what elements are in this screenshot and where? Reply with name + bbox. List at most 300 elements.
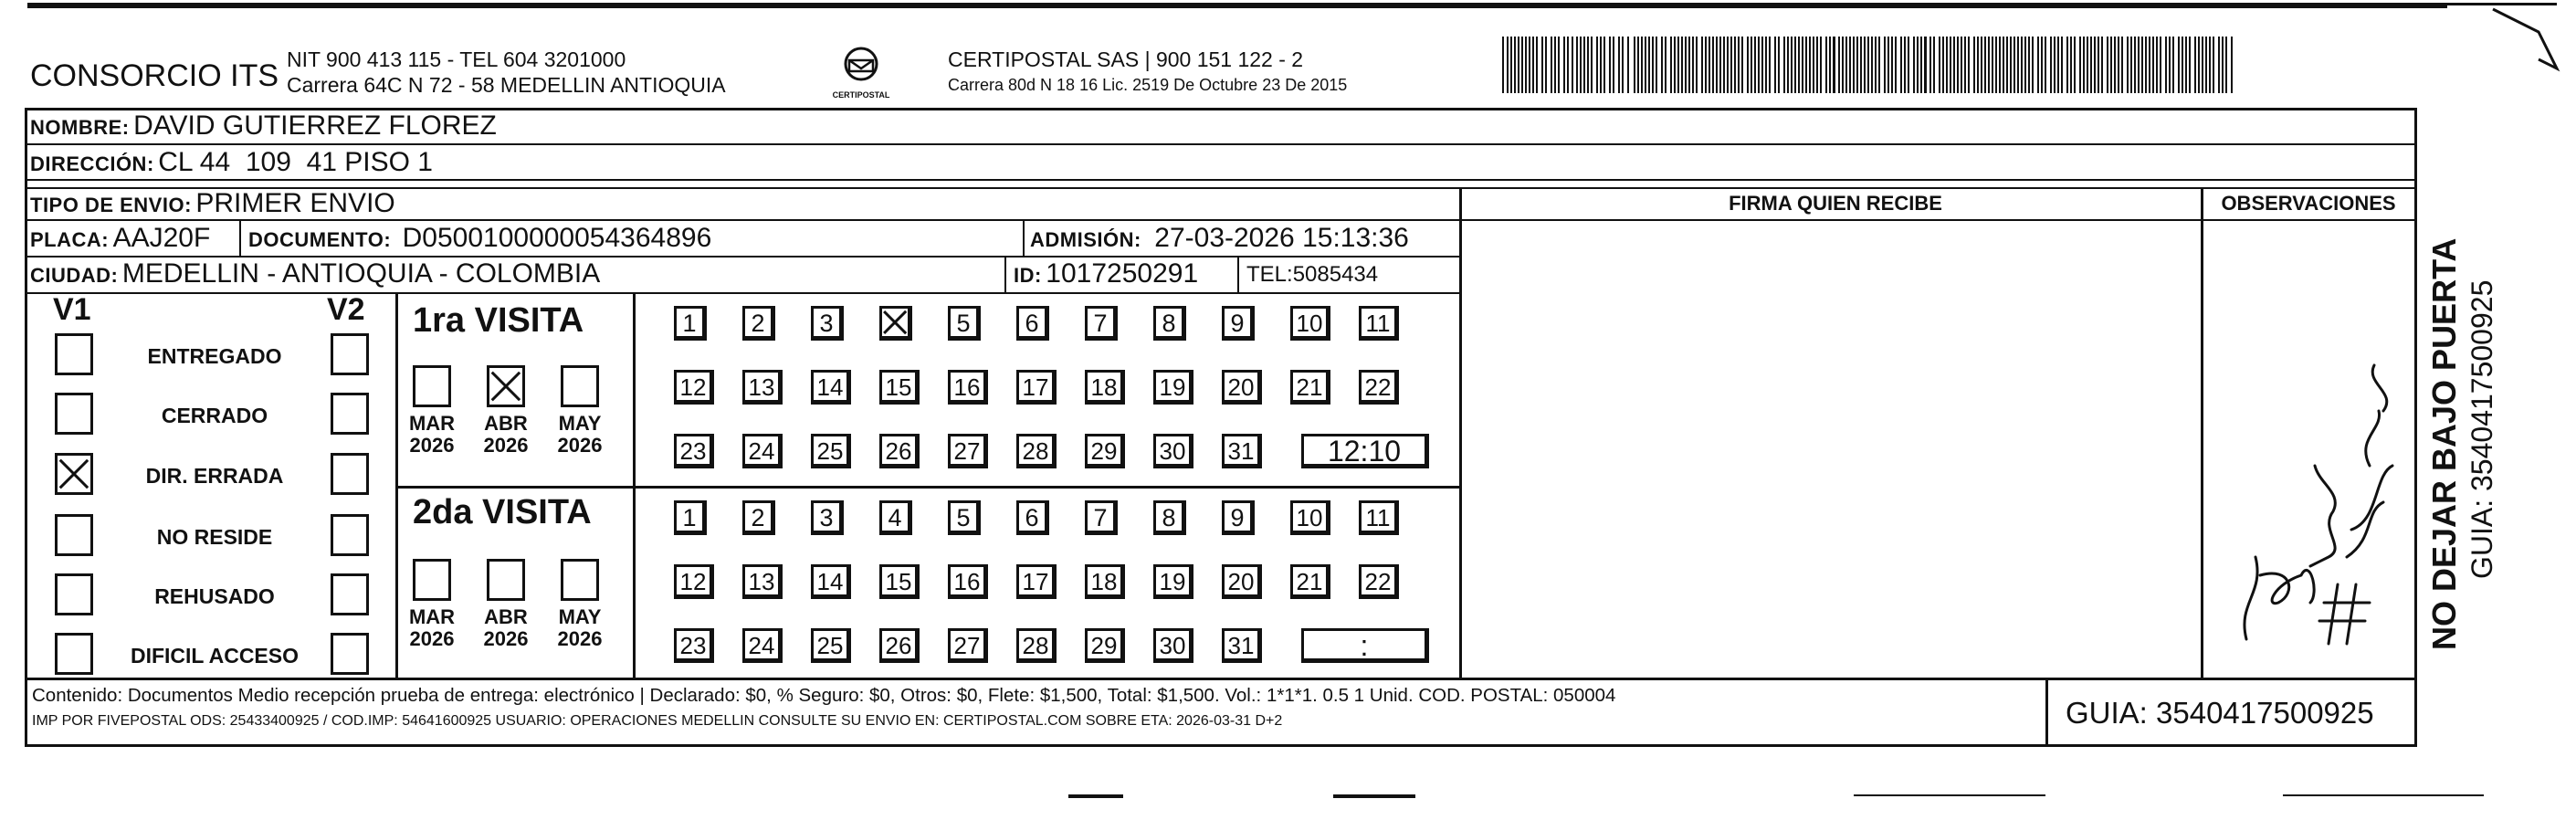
barcode-bar [2066,37,2068,93]
barcode-bar [1758,37,1760,93]
v1-header: V1 [53,292,91,327]
first-visit-day-1[interactable]: 1 [674,306,707,341]
barcode-bar [1904,37,1906,93]
first-visit-day-10[interactable]: 10 [1290,306,1330,341]
barcode-bar [1981,37,1982,93]
barcode-bar [2149,37,2150,93]
first-visit-day-31[interactable]: 31 [1222,434,1262,468]
barcode-bar [2057,37,2059,93]
barcode-bar [1849,37,1851,93]
observaciones-left-border [2201,187,2203,678]
barcode-bar [1860,37,1862,93]
bottom-mark-3 [1854,794,2045,796]
first-visit-day-27[interactable]: 27 [948,434,988,468]
barcode-bar [1853,37,1855,93]
barcode-bar [1802,37,1803,93]
corner-stroke-icon [2484,0,2566,82]
barcode-bar [1514,37,1516,93]
documento-value: D0500100000054364896 [402,223,712,253]
barcode-bar [2202,37,2203,93]
status-label: ENTREGADO [147,344,282,368]
footer-line-2: IMP POR FIVEPOSTAL ODS: 25433400925 / COD.IMP: 54641600925 USUARIO: OPERACIONES MEDELLIN CONSULTE SU ENVIO EN: CERTIPOSTAL.COM SOBRE ETA: 2026-03-31 D+2 [32,713,1283,729]
second-visit-day-25[interactable]: 25 [811,628,851,663]
v2-checkbox[interactable] [331,393,369,435]
placa-row [30,223,210,254]
second-visit-day-5[interactable]: 5 [948,500,981,535]
second-visit-day-31[interactable]: 31 [1222,628,1262,663]
barcode-bar [1583,37,1585,93]
status-label: NO RESIDE [156,525,273,549]
barcode-bar [1856,37,1858,93]
second-visit-day-22[interactable]: 22 [1359,564,1399,599]
barcode-bar [2121,37,2123,93]
first-visit-day-11[interactable]: 11 [1359,306,1399,341]
barcode-bar [2130,37,2132,93]
second-visit-day-14[interactable]: 14 [811,564,851,599]
first-visit-day-7[interactable]: 7 [1085,306,1118,341]
barcode-bar [1652,37,1654,93]
status-label: DIFICIL ACCESO [130,644,299,668]
barcode-bar [1968,37,1970,93]
first-visit-day-14[interactable]: 14 [811,370,851,405]
barcode-bar [2118,37,2119,93]
row-line-4 [25,219,2417,221]
barcode-bar [1798,37,1800,93]
barcode-bar [2006,37,2008,93]
footer-guia-separator [2045,678,2048,746]
first-visit-day-21[interactable]: 21 [1290,370,1330,405]
visit-divider [395,486,1461,489]
barcode-bar [1600,37,1602,93]
barcode-bar [1572,37,1573,93]
first-visit-day-23[interactable]: 23 [674,434,714,468]
form-bottom-border [25,744,2417,747]
first-visit-day-25[interactable]: 25 [811,434,851,468]
second-visit-day-23[interactable]: 23 [674,628,714,663]
month-name: ABR [484,605,528,628]
first-visit-title: 1ra VISITA [413,301,584,340]
barcode-bar [1529,37,1530,93]
barcode-bar [1895,37,1897,93]
barcode-bar [1908,37,1909,93]
barcode-bar [1603,37,1605,93]
documento-row [248,223,711,254]
barcode-bar [1917,37,1919,93]
barcode-bar [2209,37,2211,93]
barcode-bar [1778,37,1780,93]
barcode-bar [1525,37,1527,93]
month-checkbox[interactable] [561,365,599,407]
status-label: REHUSADO [154,584,275,608]
barcode-bar [1809,37,1811,93]
second-visit-day-16[interactable]: 16 [948,564,988,599]
placa-separator [239,219,241,256]
ciudad-label: CIUDAD: [30,264,119,287]
barcode-bar [2098,37,2099,93]
first-visit-day-16[interactable]: 16 [948,370,988,405]
month-checkbox[interactable] [561,559,599,601]
barcode-bar [1502,37,1504,93]
admision-value: 27-03-2026 15:13:36 [1154,223,1409,253]
first-visit-day-15[interactable]: 15 [879,370,920,405]
handwriting-signature-icon [2210,329,2402,667]
barcode-bar [1591,37,1593,93]
barcode-bar [1674,37,1676,93]
second-visit-day-29[interactable]: 29 [1085,628,1125,663]
first-visit-day-26[interactable]: 26 [879,434,920,468]
barcode-bar [1712,37,1714,93]
direccion-label: DIRECCIÓN: [30,152,154,175]
v1-checkbox[interactable] [55,514,93,556]
second-visit-day-19[interactable]: 19 [1153,564,1193,599]
barcode-bar [2165,37,2167,93]
barcode-bar [1580,37,1582,93]
barcode-bar [1692,37,1694,93]
top-rule [27,3,2447,8]
second-visit-time[interactable]: : [1301,628,1429,663]
first-visit-day-30[interactable]: 30 [1153,434,1193,468]
barcode-bar [1670,37,1672,93]
tel-row [1246,262,1378,288]
barcode-bar [1747,37,1749,93]
barcode-bar [1741,37,1743,93]
barcode-bar [1685,37,1687,93]
month-year: 2026 [409,434,455,457]
form-left-border [25,108,27,747]
documento-label: DOCUMENTO: [248,228,392,251]
barcode-bar [2010,37,2012,93]
barcode-bar [2054,37,2056,93]
barcode-bar [1787,37,1789,93]
barcode-bar [2061,37,2063,93]
row-line-2 [25,179,2417,181]
barcode-bar [1613,37,1614,93]
barcode-bar [1838,37,1840,93]
barcode-bar [2231,37,2233,93]
barcode-bar [2087,37,2088,93]
status-label: CERRADO [161,404,268,427]
barcode-bar [2110,37,2112,93]
v1-checkbox[interactable] [55,333,93,375]
barcode-bar [1961,37,1962,93]
barcode-bar [1723,37,1725,93]
barcode-bar [2083,37,2085,93]
month-checkbox[interactable] [487,559,525,601]
barcode-bar [1871,37,1873,93]
barcode-bar [2156,37,2158,93]
second-visit-day-28[interactable]: 28 [1016,628,1057,663]
barcode-bar [2013,37,2015,93]
firma-left-border [1459,187,1462,678]
barcode-bar [1587,37,1589,93]
direccion-value: CL 44 109 41 PISO 1 [158,147,433,177]
barcode-bar [2114,37,2116,93]
second-visit-day-7[interactable]: 7 [1085,500,1118,535]
barcode-bar [1875,37,1877,93]
barcode-bar [1820,37,1822,93]
barcode-bar [1973,37,1975,93]
barcode [1502,37,2233,93]
barcode-bar [2090,37,2092,93]
first-visit-day-5[interactable]: 5 [948,306,981,341]
tipo-row [30,188,395,219]
footer-line-1: Contenido: Documentos Medio recepción prueba de entrega: electrónico | Declarado: $0, % Seguro: $0, Otros: $0, Flete: $1,500, Total: $1,500. Vol.: 1*1*1. 0.5 1 Unid. COD. POSTAL: 050004 [32,685,1616,706]
barcode-bar [1992,37,1993,93]
month-checkbox[interactable] [413,559,451,601]
barcode-bar [2107,37,2108,93]
month-year: 2026 [409,627,455,650]
barcode-bar [1783,37,1785,93]
barcode-bar [1634,37,1635,93]
second-visit-day-24[interactable]: 24 [742,628,783,663]
first-visit-day-8[interactable]: 8 [1153,306,1186,341]
month-name: MAY [558,412,602,435]
barcode-bar [1734,37,1736,93]
ciudad-value: MEDELLIN - ANTIOQUIA - COLOMBIA [121,258,601,289]
barcode-bar [1510,37,1512,93]
id-value: 1017250291 [1046,258,1199,289]
month-year: 2026 [557,627,603,650]
barcode-bar [2169,37,2171,93]
row-line-6 [25,292,1461,294]
month-name: ABR [484,412,528,435]
month-checkbox[interactable] [413,365,451,407]
second-visit-day-30[interactable]: 30 [1153,628,1193,663]
first-visit-day-9[interactable]: 9 [1222,306,1255,341]
barcode-bar [1995,37,1997,93]
first-visit-day-12[interactable]: 12 [674,370,714,405]
month-label [400,606,464,650]
barcode-bar [2045,37,2046,93]
second-visit-day-9[interactable]: 9 [1222,500,1255,535]
barcode-bar [1761,37,1763,93]
second-visit-day-20[interactable]: 20 [1222,564,1262,599]
barcode-bar [2185,37,2187,93]
v1-checkbox[interactable] [55,393,93,435]
second-visit-day-1[interactable]: 1 [674,500,707,535]
barcode-bar [2079,37,2081,93]
ciudad-separator [1004,256,1006,292]
barcode-bar [1765,37,1767,93]
barcode-bar [1665,37,1667,93]
tipo-value: PRIMER ENVIO [195,188,395,218]
v2-checkbox[interactable] [331,514,369,556]
v1-checkbox[interactable] [55,573,93,615]
status-right-border [395,292,398,678]
second-visit-day-13[interactable]: 13 [742,564,783,599]
barcode-bar [1829,37,1831,93]
barcode-bar [1521,37,1523,93]
barcode-bar [1563,37,1565,93]
footer-guia: GUIA: 3540417500925 [2066,696,2374,730]
barcode-bar [1627,37,1629,93]
barcode-bar [1929,37,1931,93]
second-visit-day-6[interactable]: 6 [1016,500,1049,535]
documento-separator [1023,219,1025,256]
form-right-border [2414,108,2417,747]
barcode-bar [1950,37,1951,93]
barcode-bar [2050,37,2052,93]
v2-checkbox[interactable] [331,453,369,495]
barcode-bar [1964,37,1966,93]
barcode-bar [1953,37,1955,93]
barcode-bar [1946,37,1948,93]
barcode-bar [2032,37,2034,93]
barcode-bar [1681,37,1683,93]
id-separator [1237,256,1239,292]
first-visit-day-6[interactable]: 6 [1016,306,1049,341]
barcode-bar [1622,37,1624,93]
first-visit-day-18[interactable]: 18 [1085,370,1125,405]
barcode-bar [2094,37,2096,93]
second-visit-day-15[interactable]: 15 [879,564,920,599]
barcode-bar [1867,37,1869,93]
first-visit-day-2[interactable]: 2 [742,306,775,341]
corner-mark-icon [2484,0,2566,87]
barcode-bar [1507,37,1509,93]
first-visit-day-19[interactable]: 19 [1153,370,1193,405]
second-visit-day-8[interactable]: 8 [1153,500,1186,535]
v2-checkbox[interactable] [331,573,369,615]
first-visit-day-28[interactable]: 28 [1016,434,1057,468]
v2-header: V2 [327,292,365,327]
barcode-bar [1933,37,1935,93]
first-visit-time[interactable]: 12:10 [1301,434,1429,468]
barcode-bar [1596,37,1598,93]
first-visit-day-17[interactable]: 17 [1016,370,1057,405]
barcode-bar [1942,37,1944,93]
side-guia: GUIA: 3540417500925 [2466,279,2498,579]
month-name: MAR [408,605,456,628]
id-label: ID: [1014,264,1042,287]
barcode-bar [1648,37,1650,93]
second-visit-day-2[interactable]: 2 [742,500,775,535]
month-name: MAR [408,412,456,435]
barcode-bar [1688,37,1690,93]
direccion-row [30,147,433,178]
handwritten-observation [2210,329,2402,667]
bottom-mark-1 [1068,794,1123,798]
barcode-bar [1696,37,1698,93]
row-line-5 [25,256,1461,258]
observaciones-header: OBSERVACIONES [2221,192,2396,215]
second-visit-day-12[interactable]: 12 [674,564,714,599]
nombre-value: DAVID GUTIERREZ FLOREZ [133,110,497,141]
barcode-bar [1774,37,1776,93]
first-visit-day-20[interactable]: 20 [1222,370,1262,405]
placa-value: AAJ20F [112,223,211,253]
second-visit-day-3[interactable]: 3 [811,500,844,535]
barcode-bar [2222,37,2224,93]
month-label [474,413,538,457]
barcode-bar [1738,37,1740,93]
first-visit-day-24[interactable]: 24 [742,434,783,468]
second-visit-title: 2da VISITA [413,493,592,531]
barcode-bar [1677,37,1679,93]
barcode-bar [2138,37,2140,93]
barcode-bar [1551,37,1552,93]
barcode-bar [1884,37,1886,93]
first-visit-day-22[interactable]: 22 [1359,370,1399,405]
barcode-bar [1833,37,1835,93]
second-visit-day-27[interactable]: 27 [948,628,988,663]
barcode-bar [2070,37,2072,93]
placa-label: PLACA: [30,228,110,251]
barcode-bar [1554,37,1556,93]
nombre-row [30,110,497,142]
barcode-bar [2017,37,2019,93]
barcode-bar [2160,37,2161,93]
first-visit-day-4[interactable] [879,306,912,341]
nombre-label: NOMBRE: [30,116,130,139]
barcode-bar [1730,37,1732,93]
second-visit-day-4[interactable]: 4 [879,500,912,535]
month-checkbox[interactable] [487,365,525,407]
first-visit-day-3[interactable]: 3 [811,306,844,341]
barcode-bar [1791,37,1793,93]
barcode-bar [1842,37,1844,93]
barcode-bar [1957,37,1959,93]
barcode-image [1502,37,2233,93]
admision-row [1030,223,1409,254]
bottom-mark-2 [1333,794,1415,798]
envelope-logo-icon [829,46,893,86]
month-label [474,606,538,650]
second-visit-day-10[interactable]: 10 [1290,500,1330,535]
barcode-bar [1727,37,1729,93]
barcode-bar [1567,37,1569,93]
barcode-bar [1751,37,1752,93]
v2-checkbox[interactable] [331,333,369,375]
barcode-bar [1536,37,1538,93]
barcode-bar [2194,37,2196,93]
month-year: 2026 [483,434,529,457]
barcode-bar [2074,37,2076,93]
barcode-bar [1637,37,1639,93]
second-visit-day-21[interactable]: 21 [1290,564,1330,599]
first-visit-day-29[interactable]: 29 [1085,434,1125,468]
barcode-bar [1813,37,1814,93]
barcode-bar [1878,37,1880,93]
barcode-bar [1920,37,1922,93]
barcode-bar [2141,37,2143,93]
barcode-bar [1609,37,1611,93]
tel-label: TEL: [1246,262,1293,287]
barcode-bar [1641,37,1643,93]
barcode-bar [2041,37,2043,93]
second-visit-day-11[interactable]: 11 [1359,500,1399,535]
v1-checkbox[interactable] [55,453,93,495]
second-visit-day-17[interactable]: 17 [1016,564,1057,599]
barcode-bar [1887,37,1889,93]
barcode-bar [1618,37,1620,93]
barcode-bar [1754,37,1756,93]
bottom-mark-4 [2283,794,2484,796]
barcode-bar [2218,37,2220,93]
ciudad-row [30,258,600,289]
barcode-bar [2225,37,2227,93]
carrier-line-2: Carrera 80d N 18 16 Lic. 2519 De Octubre 23 De 2015 [948,76,1348,94]
v2-checkbox[interactable] [331,633,369,675]
v1-checkbox[interactable] [55,633,93,675]
certipostal-logo [829,46,893,100]
first-visit-day-13[interactable]: 13 [742,370,783,405]
second-visit-day-18[interactable]: 18 [1085,564,1125,599]
barcode-bar [1518,37,1519,93]
firma-header: FIRMA QUIEN RECIBE [1729,192,1942,215]
second-visit-day-26[interactable]: 26 [879,628,920,663]
company-line-1: NIT 900 413 115 - TEL 604 3201000 [287,47,626,71]
